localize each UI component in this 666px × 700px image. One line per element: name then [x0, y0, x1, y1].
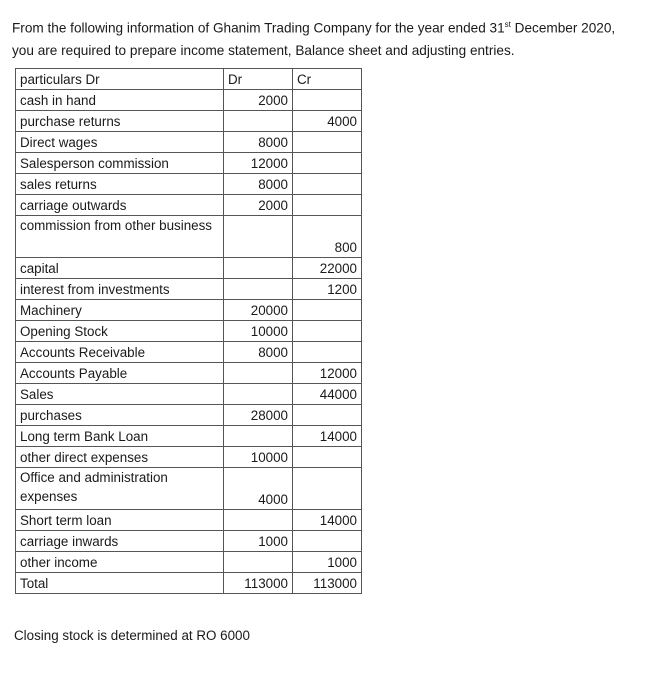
row-debit [224, 384, 293, 405]
trial-balance-table [15, 68, 362, 594]
row-credit: 4000 [293, 111, 362, 132]
row-credit [293, 342, 362, 363]
row-label: Machinery [16, 300, 224, 321]
row-debit [224, 510, 293, 531]
table-row [16, 321, 362, 342]
row-debit [224, 363, 293, 384]
header-dr: Dr [224, 69, 293, 90]
row-debit: 8000 [224, 132, 293, 153]
row-debit [224, 426, 293, 447]
table-row [16, 174, 362, 195]
header-particulars: particulars Dr [16, 69, 224, 90]
row-label: capital [16, 258, 224, 279]
row-label: purchases [16, 405, 224, 426]
row-debit: 2000 [224, 90, 293, 111]
row-label: Long term Bank Loan [16, 426, 224, 447]
row-debit: 8000 [224, 342, 293, 363]
row-label: sales returns [16, 174, 224, 195]
row-debit [224, 111, 293, 132]
table-row [16, 153, 362, 174]
row-debit [224, 279, 293, 300]
row-label: Sales [16, 384, 224, 405]
table-row [16, 531, 362, 552]
row-credit [293, 468, 362, 510]
row-debit: 2000 [224, 195, 293, 216]
instructions [12, 14, 615, 62]
row-label: Short term loan [16, 510, 224, 531]
instructions-line-1: From the following information of Ghanim Trading Company for the year ended 31st December 2020, [12, 20, 616, 36]
table-row [16, 510, 362, 531]
row-label: Total [16, 573, 224, 594]
row-credit: 14000 [293, 510, 362, 531]
row-debit [224, 552, 293, 573]
row-debit: 28000 [224, 405, 293, 426]
table-row [16, 300, 362, 321]
row-debit [224, 216, 293, 258]
row-credit [293, 174, 362, 195]
row-label: Accounts Payable [16, 363, 224, 384]
table-header [16, 69, 362, 90]
table-row [16, 447, 362, 468]
table-row [16, 195, 362, 216]
row-label: purchase returns [16, 111, 224, 132]
row-label: interest from investments [16, 279, 224, 300]
row-label: Opening Stock [16, 321, 224, 342]
row-credit: 113000 [293, 573, 362, 594]
row-credit: 14000 [293, 426, 362, 447]
row-debit: 1000 [224, 531, 293, 552]
row-credit: 1200 [293, 279, 362, 300]
row-credit [293, 447, 362, 468]
row-credit: 12000 [293, 363, 362, 384]
row-label: Direct wages [16, 132, 224, 153]
row-credit: 1000 [293, 552, 362, 573]
table-row [16, 363, 362, 384]
row-debit: 10000 [224, 321, 293, 342]
table-row [16, 426, 362, 447]
row-credit: 44000 [293, 384, 362, 405]
table-row [16, 384, 362, 405]
row-debit: 10000 [224, 447, 293, 468]
row-debit: 8000 [224, 174, 293, 195]
row-debit: 4000 [224, 468, 293, 510]
row-credit [293, 153, 362, 174]
instructions-line-2: you are required to prepare income statement, Balance sheet and adjusting entries. [12, 42, 515, 58]
table-row [16, 258, 362, 279]
table-row [16, 111, 362, 132]
row-debit: 113000 [224, 573, 293, 594]
row-label: carriage outwards [16, 195, 224, 216]
row-debit: 12000 [224, 153, 293, 174]
table-row [16, 468, 362, 510]
table-row [16, 405, 362, 426]
row-label: commission from other business [16, 216, 224, 258]
row-label: other direct expenses [16, 447, 224, 468]
row-credit [293, 321, 362, 342]
row-label: cash in hand [16, 90, 224, 111]
table-row [16, 552, 362, 573]
row-credit [293, 405, 362, 426]
row-label: Salesperson commission [16, 153, 224, 174]
row-label: carriage inwards [16, 531, 224, 552]
row-credit: 22000 [293, 258, 362, 279]
table-row [16, 90, 362, 111]
row-credit [293, 132, 362, 153]
row-label: Accounts Receivable [16, 342, 224, 363]
row-credit: 800 [293, 216, 362, 258]
table-row [16, 216, 362, 258]
table-row [16, 279, 362, 300]
row-credit [293, 300, 362, 321]
table-row [16, 342, 362, 363]
header-cr: Cr [293, 69, 362, 90]
row-label: Office and administration expenses [16, 468, 224, 510]
row-debit: 20000 [224, 300, 293, 321]
row-label: other income [16, 552, 224, 573]
table-row [16, 132, 362, 153]
row-credit [293, 531, 362, 552]
row-credit [293, 90, 362, 111]
total-row [16, 573, 362, 594]
row-credit [293, 195, 362, 216]
row-debit [224, 258, 293, 279]
closing-stock-note: Closing stock is determined at RO 6000 [14, 628, 250, 643]
